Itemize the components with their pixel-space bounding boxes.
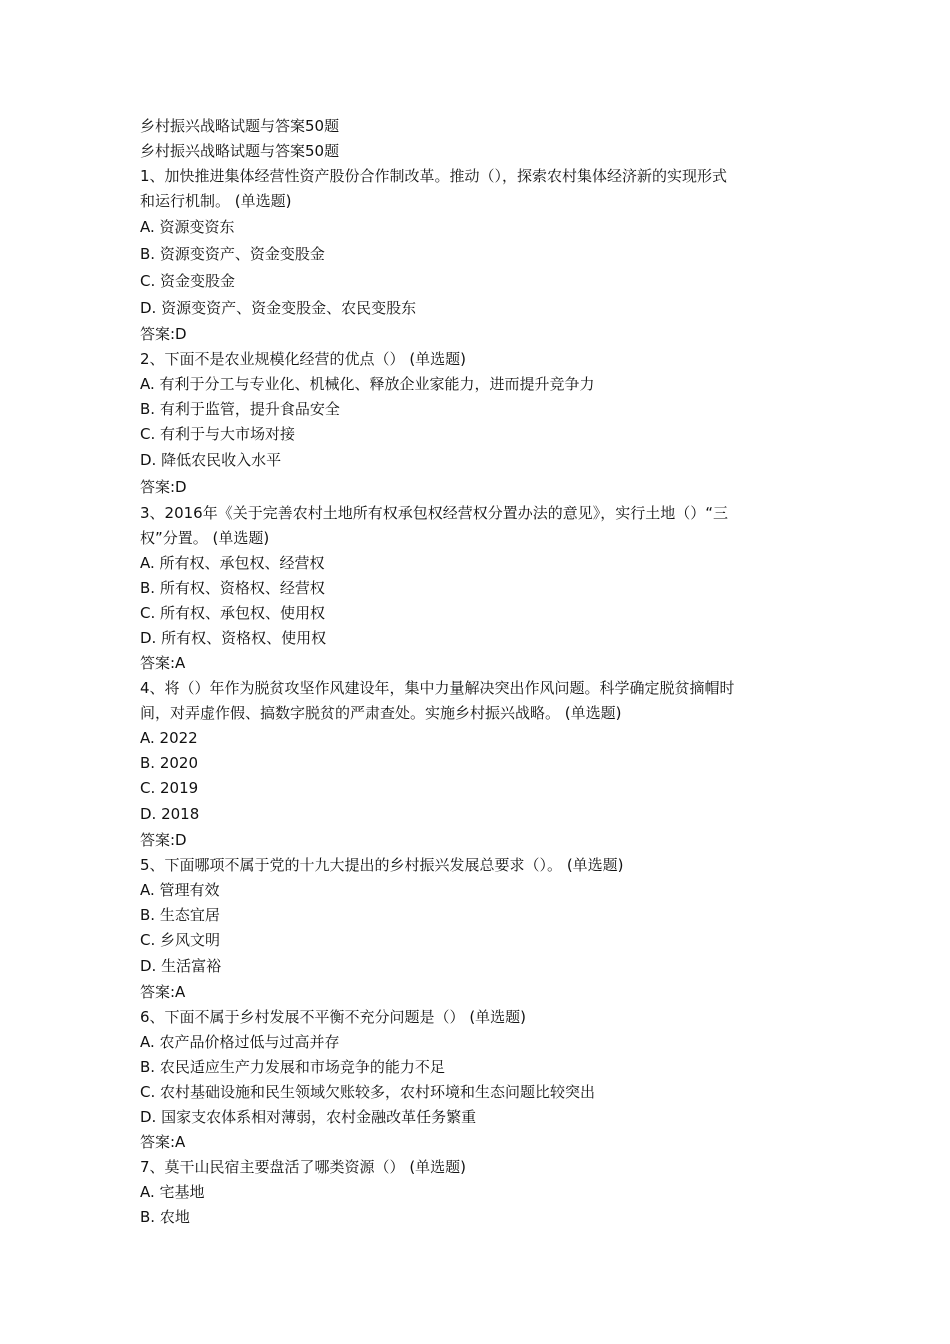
option-c: C. 农村基础设施和民生领域欠账较多，农村环境和生态问题比较突出 [140, 1083, 596, 1101]
option-b: B. 2020 [140, 754, 199, 772]
option-b: B. 生态宜居 [140, 906, 220, 924]
option-c: C. 资金变股金 [140, 272, 236, 290]
option-a: A. 农产品价格过低与过高并存 [140, 1033, 340, 1051]
answer-text: 答案:A [140, 1133, 186, 1151]
question-stem: 7、莫干山民宿主要盘活了哪类资源（） (单选题) [140, 1158, 467, 1176]
question-3 [140, 501, 820, 676]
question-stem: 5、下面哪项不属于党的十九大提出的乡村振兴发展总要求（）。 (单选题) [140, 856, 624, 874]
option-a: A. 资源变资东 [140, 218, 235, 236]
option-a: A. 2022 [140, 729, 198, 747]
question-stem: 2、下面不是农业规模化经营的优点（） (单选题) [140, 350, 467, 368]
document-body [140, 114, 820, 1230]
answer-text: 答案:D [140, 478, 187, 496]
question-stem-continued: 间，对弄虚作假、搞数字脱贫的严肃查处。实施乡村振兴战略。 (单选题) [140, 704, 622, 722]
option-b: B. 所有权、资格权、经营权 [140, 579, 325, 597]
question-5 [140, 853, 820, 1005]
option-d: D. 2018 [140, 805, 200, 823]
option-c: C. 所有权、承包权、使用权 [140, 604, 326, 622]
question-stem: 6、下面不属于乡村发展不平衡不充分问题是（） (单选题) [140, 1008, 527, 1026]
option-c: C. 2019 [140, 779, 199, 797]
option-d: D. 资源变资产、资金变股金、农民变股东 [140, 299, 417, 317]
question-1 [140, 164, 820, 347]
option-a: A. 管理有效 [140, 881, 220, 899]
option-c: C. 乡风文明 [140, 931, 221, 949]
option-a: A. 宅基地 [140, 1183, 205, 1201]
answer-text: 答案:D [140, 831, 187, 849]
answer-text: 答案:A [140, 983, 186, 1001]
question-2 [140, 347, 820, 501]
option-d: D. 国家支农体系相对薄弱，农村金融改革任务繁重 [140, 1108, 477, 1126]
answer-text: 答案:A [140, 654, 186, 672]
question-4 [140, 676, 820, 853]
option-d: D. 所有权、资格权、使用权 [140, 629, 327, 647]
option-b: B. 农民适应生产力发展和市场竞争的能力不足 [140, 1058, 445, 1076]
question-stem-continued: 和运行机制。 (单选题) [140, 192, 292, 210]
option-d: D. 降低农民收入水平 [140, 451, 282, 469]
question-6 [140, 1005, 820, 1155]
question-stem: 1、加快推进集体经营性资产股份合作制改革。推动（），探索农村集体经济新的实现形式 [140, 167, 728, 185]
document-title: 乡村振兴战略试题与答案50题 [140, 117, 340, 135]
question-stem-continued: 权”分置。 (单选题) [140, 529, 270, 547]
question-7 [140, 1155, 820, 1230]
option-b: B. 有利于监管，提升食品安全 [140, 400, 340, 418]
option-b: B. 资源变资产、资金变股金 [140, 245, 325, 263]
option-a: A. 有利于分工与专业化、机械化、释放企业家能力，进而提升竞争力 [140, 375, 595, 393]
option-b: B. 农地 [140, 1208, 190, 1226]
document-subtitle: 乡村振兴战略试题与答案50题 [140, 142, 340, 160]
option-d: D. 生活富裕 [140, 957, 222, 975]
question-stem: 3、2016年《关于完善农村土地所有权承包权经营权分置办法的意见》，实行土地（）“三 [140, 504, 728, 522]
answer-text: 答案:D [140, 325, 187, 343]
question-stem: 4、将（）年作为脱贫攻坚作风建设年，集中力量解决突出作风问题。科学确定脱贫摘帽时 [140, 679, 735, 697]
option-c: C. 有利于与大市场对接 [140, 425, 296, 443]
option-a: A. 所有权、承包权、经营权 [140, 554, 325, 572]
